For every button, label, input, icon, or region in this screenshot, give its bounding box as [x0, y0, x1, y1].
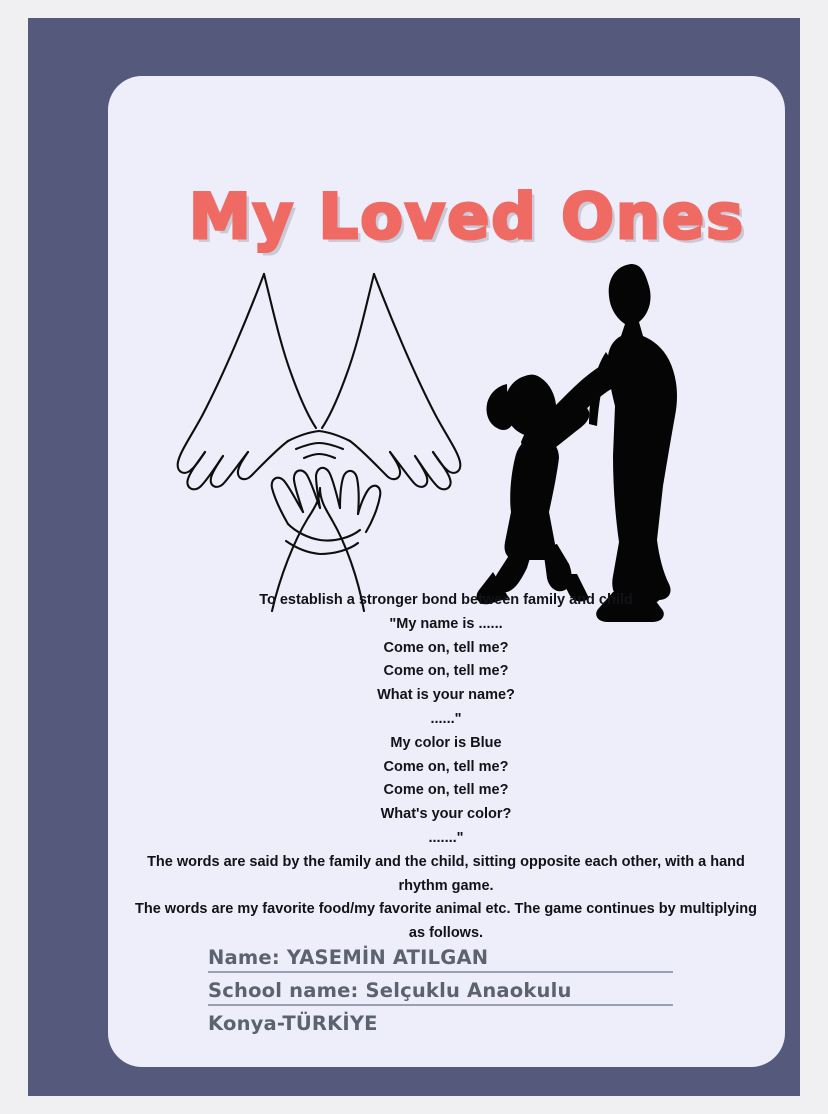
body-line: Come on, tell me?: [383, 639, 509, 656]
name-field-value: YASEMİN ATILGAN: [286, 946, 489, 969]
location-field-value: Konya-TÜRKİYE: [208, 1012, 378, 1035]
page-title-text: My Loved Ones: [188, 180, 746, 253]
body-line: The words are my favorite food/my favorite animal etc. The game continues by multiplying as follows.: [134, 901, 758, 942]
body-line: The words are said by the family and the child, sitting opposite each other, with a hand rhythm game.: [147, 853, 745, 894]
body-line: "My name is ......: [389, 615, 503, 632]
body-line: Come on, tell me?: [383, 663, 509, 680]
parent-and-child-silhouette: [463, 256, 743, 626]
stacked-hands-line-drawing: [168, 266, 468, 616]
poster-border-frame: [28, 18, 800, 1096]
poster-card: [108, 76, 785, 1067]
body-line: What's your color?: [380, 806, 512, 823]
field-row-name: [208, 946, 673, 973]
artwork-row: [108, 236, 785, 636]
poster-body-text: [126, 589, 766, 946]
author-fields: [208, 946, 708, 1043]
body-line: What is your name?: [377, 687, 515, 704]
body-line: .......": [428, 829, 464, 846]
body-line: My color is Blue: [390, 734, 502, 751]
field-row-school: [208, 979, 673, 1006]
body-line: ......": [430, 710, 462, 727]
body-line: Come on, tell me?: [383, 758, 509, 775]
school-field-label: School name:: [208, 979, 366, 1002]
body-line: Come on, tell me?: [383, 782, 509, 799]
name-field-label: Name:: [208, 946, 287, 969]
field-row-location: [208, 1012, 673, 1037]
body-line: To establish a stronger bond between family and child: [259, 592, 633, 608]
school-field-value: Selçuklu Anaokulu: [365, 979, 572, 1002]
